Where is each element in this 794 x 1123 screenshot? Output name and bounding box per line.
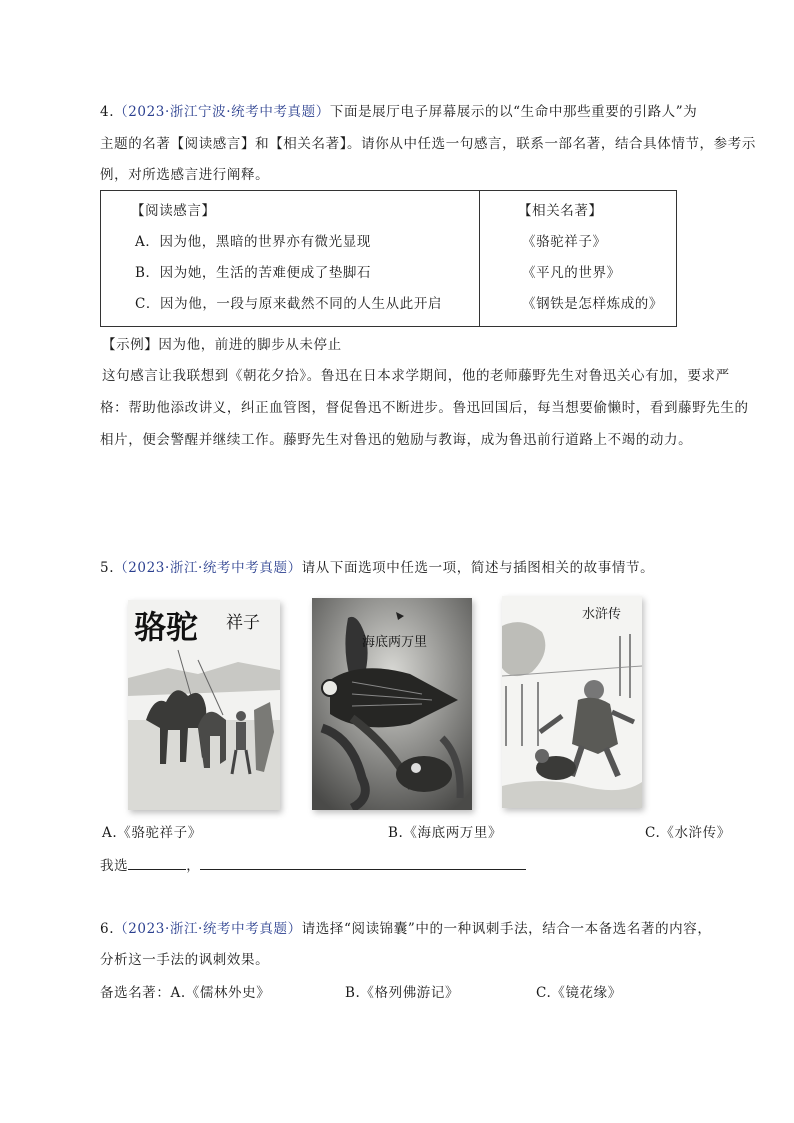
- work-item: 《平凡的世界》: [522, 265, 621, 281]
- q5-answer-line: [100, 855, 526, 876]
- answer-prefix: 我选: [100, 858, 129, 874]
- svg-text:水浒传: 水浒传: [582, 607, 622, 622]
- work-item: 《骆驼祥子》: [522, 234, 607, 250]
- q4-line-1: [100, 102, 697, 122]
- q4-number: 4.: [100, 104, 115, 120]
- work-item: 《钢铁是怎样炼成的》: [522, 296, 663, 312]
- q6-option-c: C.《镜花缘》: [536, 985, 622, 1001]
- quote-item: B．因为她，生活的苦难便成了垫脚石: [135, 265, 372, 281]
- svg-text:祥子: 祥子: [226, 613, 260, 633]
- q4-line-3: 例，对所选感言进行阐释。: [100, 167, 270, 183]
- q5-option-a: A.《骆驼祥子》: [102, 825, 202, 841]
- q4-line-2: 主题的名著【阅读感言】和【相关名著】。请你从中任选一句感言，联系一部名著，结合具体情节，参考示: [100, 136, 756, 152]
- q6-stem: 请选择“阅读锦囊”中的一种讽刺手法，结合一本备选名著的内容，: [301, 921, 712, 937]
- q6-source: （2023·浙江·统考中考真题）: [114, 921, 302, 937]
- example-label: 【示例】因为他，前进的脚步从未停止: [102, 337, 342, 353]
- water-margin-illustration: [502, 596, 642, 808]
- twenty-thousand-leagues-illustration: [312, 598, 472, 810]
- works-column: [480, 191, 677, 327]
- quote-item: C．因为他，一段与原来截然不同的人生从此开启: [135, 296, 443, 312]
- q5-option-b: B.《海底两万里》: [388, 825, 503, 841]
- quote-item: A．因为他，黑暗的世界亦有微光显现: [135, 234, 371, 250]
- svg-text:海底两万里: 海底两万里: [362, 635, 428, 650]
- choice-blank[interactable]: [128, 855, 186, 870]
- q6-option-b: B.《格列佛游记》: [345, 985, 460, 1001]
- works-header: 【相关名著】: [518, 203, 603, 219]
- example-paragraph-2: 格：帮助他添改讲义，纠正血管图，督促鲁迅不断进步。鲁迅回国后，每当想要偷懒时，看到藤野先生的: [100, 400, 749, 416]
- quotes-column: [101, 191, 480, 327]
- svg-text:骆驼: 骆驼: [134, 608, 199, 646]
- q6-line-1: [100, 919, 711, 939]
- q5-stem: 请从下面选项中任选一项，简述与插图相关的故事情节。: [301, 560, 655, 576]
- q5-line-1: [100, 558, 654, 578]
- q5-option-c: C.《水浒传》: [645, 825, 731, 841]
- camel-xiangzi-illustration: [128, 600, 280, 810]
- q6-number: 6.: [100, 921, 115, 937]
- example-paragraph-3: 相片，便会警醒并继续工作。藤野先生对鲁迅的勉励与教诲，成为鲁迅前行道路上不竭的动力。: [100, 432, 693, 448]
- quotes-header: 【阅读感言】: [131, 203, 216, 219]
- quotes-works-table: [100, 190, 677, 327]
- q6-options-label: 备选名著：: [100, 985, 171, 1001]
- q6-options-row: [100, 983, 270, 1003]
- q5-number: 5.: [100, 560, 115, 576]
- q6-option-a: A.《儒林外史》: [170, 985, 271, 1001]
- answer-comma: ，: [186, 858, 201, 874]
- q4-source: （2023·浙江宁波·统考中考真题）: [114, 104, 330, 120]
- q6-line-2: 分析这一手法的讽刺效果。: [100, 952, 270, 968]
- q5-source: （2023·浙江·统考中考真题）: [114, 560, 302, 576]
- q4-stem: 下面是展厅电子屏幕展示的以“生命中那些重要的引路人”为: [329, 104, 698, 120]
- example-paragraph-1: 这句感言让我联想到《朝花夕拾》。鲁迅在日本求学期间，他的老师藤野先生对鲁迅关心有加，要求严: [102, 368, 730, 384]
- summary-blank[interactable]: [200, 855, 526, 870]
